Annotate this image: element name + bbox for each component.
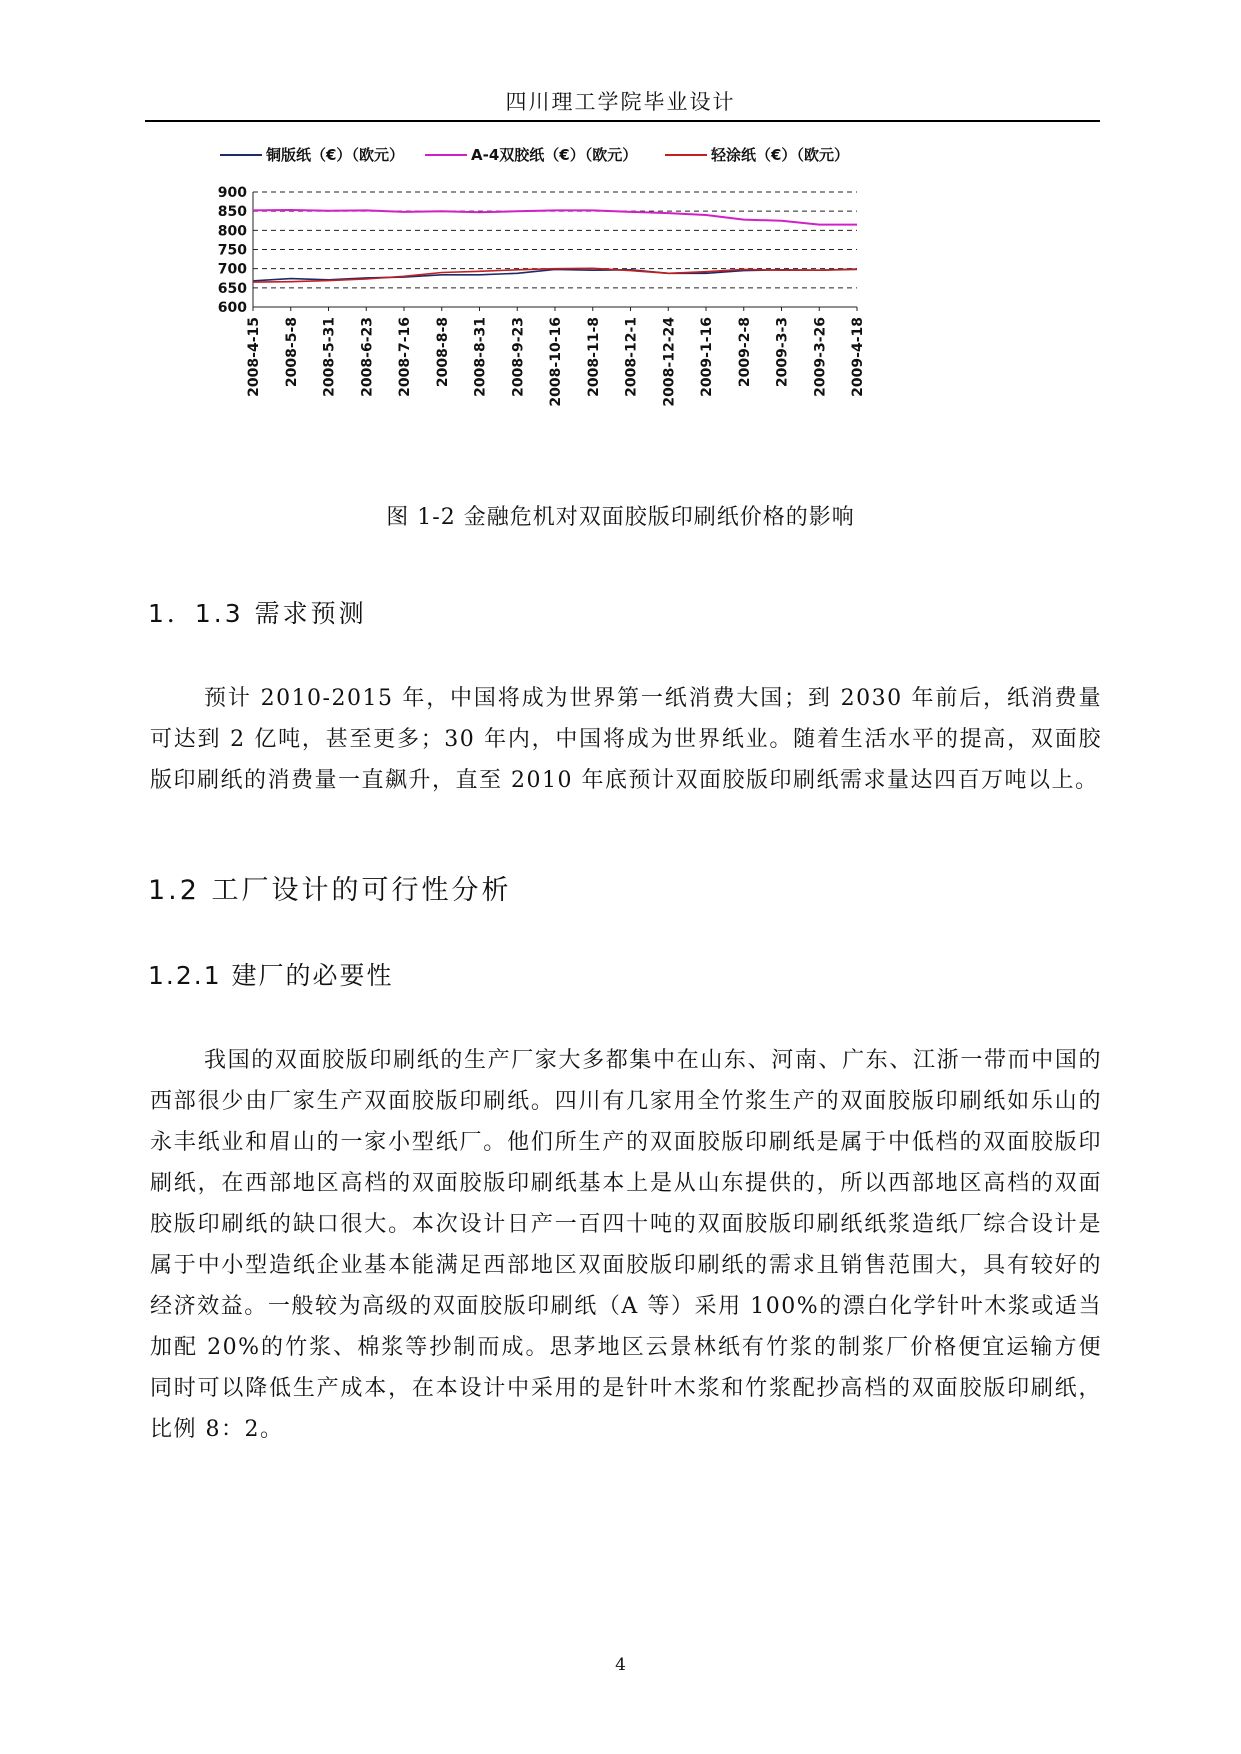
x-axis-ticks <box>246 307 866 407</box>
x-tick-label: 2008-8-8 <box>434 317 451 388</box>
y-tick-label: 800 <box>217 223 247 240</box>
chart-series <box>253 210 857 282</box>
series-line-0 <box>253 269 857 281</box>
running-header: 四川理工学院毕业设计 <box>505 90 736 114</box>
chart-legend <box>220 146 849 164</box>
legend-label-2: 轻涂纸（€）（欧元） <box>711 146 849 164</box>
x-tick-label: 2009-4-18 <box>850 317 866 397</box>
legend-label-1: A-4双胶纸（€）（欧元） <box>471 146 638 164</box>
x-tick-label: 2008-11-8 <box>585 317 602 397</box>
legend-label-0: 铜版纸（€）（欧元） <box>266 146 404 164</box>
price-line-chart <box>217 146 985 470</box>
paragraph-necessity: 我国的双面胶版印刷纸的生产厂家大多都集中在山东、河南、广东、江浙一带而中国的西部很少由厂家生产双面胶版印刷纸。四川有几家用全竹浆生产的双面胶版印刷纸如乐山的永丰纸业和眉山的一家小型纸厂。他们所生产的双面胶版印刷纸是属于中低档的双面胶版印刷纸，在西部地区高档的双面胶版印刷纸基本上是从山东提供的，所以西部地区高档的双面胶版印刷纸的缺口很大。本次设计日产一百四十吨的双面胶版印刷纸纸浆造纸厂综合设计是属于中小型造纸企业基本能满足西部地区双面胶版印刷纸的需求且销售范围大，具有较好的经济效益。一般较为高级的双面胶版印刷纸（A 等）采用 100%的漂白化学针叶木浆或适当加配 20%的竹浆、棉浆等抄制而成。思茅地区云景林纸有竹浆的制浆厂价格便宜运输方便同时可以降低生产成本，在本设计中采用的是针叶木浆和竹浆配抄高档的双面胶版印刷纸，比例 8：2。 <box>150 1048 1102 1442</box>
x-tick-label: 2008-5-31 <box>321 317 338 397</box>
y-tick-label: 850 <box>217 204 247 221</box>
x-tick-label: 2009-3-26 <box>812 317 829 397</box>
x-tick-label: 2009-1-16 <box>699 317 715 397</box>
x-tick-label: 2008-12-24 <box>661 317 678 407</box>
x-tick-label: 2009-2-8 <box>736 317 753 388</box>
x-tick-label: 2008-8-31 <box>472 317 489 397</box>
y-axis-ticks <box>218 185 247 316</box>
y-tick-label: 750 <box>217 242 247 259</box>
y-tick-label: 700 <box>217 261 247 278</box>
x-tick-label: 2008-12-1 <box>623 317 640 397</box>
x-tick-label: 2009-3-3 <box>774 317 791 388</box>
y-tick-label: 900 <box>217 185 247 201</box>
series-line-1 <box>253 210 857 225</box>
x-tick-label: 2008-10-16 <box>548 317 564 407</box>
x-tick-label: 2008-5-8 <box>283 317 300 388</box>
x-tick-label: 2008-9-23 <box>510 317 527 397</box>
header-rule <box>145 120 1100 122</box>
page-number: 4 <box>615 1655 626 1675</box>
y-tick-label: 650 <box>217 280 247 297</box>
figure-caption: 图 1-2 金融危机对双面胶版印刷纸价格的影响 <box>386 505 855 530</box>
series-line-2 <box>253 268 857 282</box>
section-heading-1-2: 1.2 工厂设计的可行性分析 <box>148 875 512 906</box>
x-tick-label: 2008-4-15 <box>246 317 262 397</box>
section-heading-1-2-1: 1.2.1 建厂的必要性 <box>148 961 394 990</box>
x-tick-label: 2008-7-16 <box>397 317 413 397</box>
x-tick-label: 2008-6-23 <box>359 317 376 397</box>
chart-grid <box>253 192 857 307</box>
paragraph-demand-forecast: 预计 2010-2015 年，中国将成为世界第一纸消费大国；到 2030 年前后，纸消费量可达到 2 亿吨，甚至更多；30 年内，中国将成为世界纸业。随着生活水平的提高，双面胶版印刷纸的消费量一直飙升，直至 2010 年底预计双面胶版印刷纸需求量达四百万吨以上。 <box>150 686 1102 793</box>
section-heading-1-1-3: 1．1.3 需求预测 <box>148 599 367 628</box>
y-tick-label: 600 <box>217 300 247 316</box>
